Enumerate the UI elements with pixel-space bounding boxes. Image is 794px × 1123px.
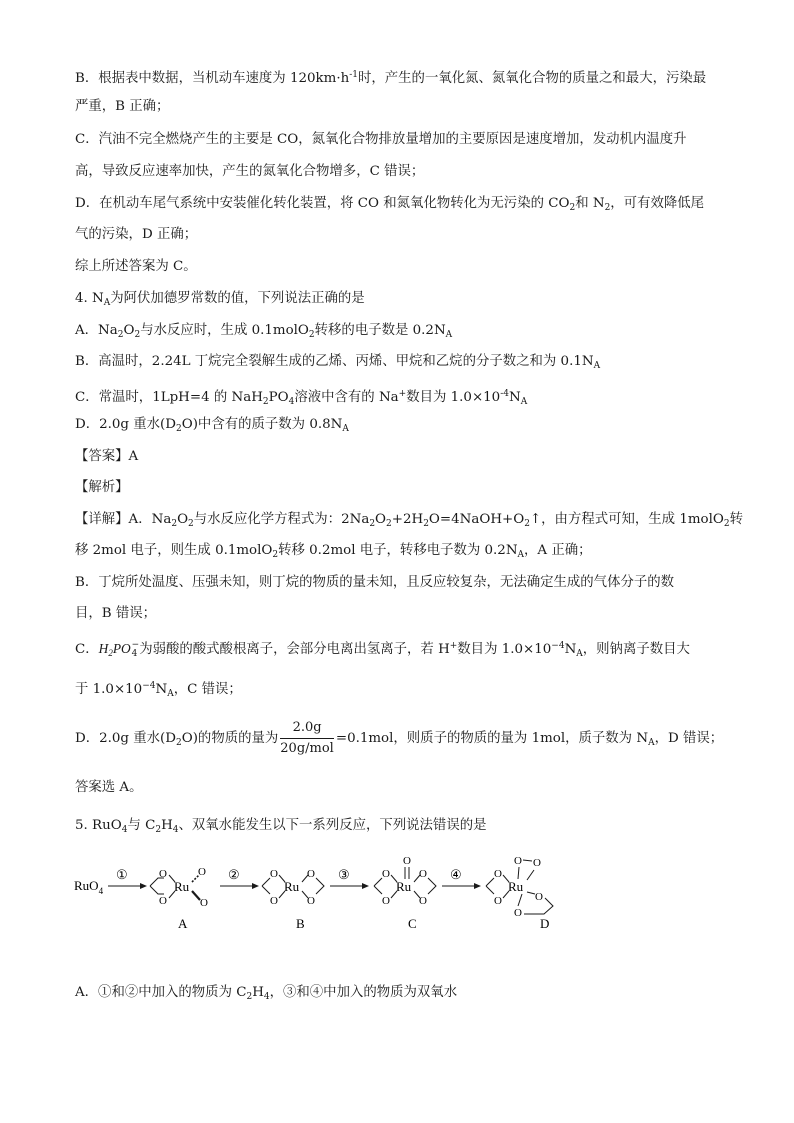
svg-text:O: O (494, 868, 502, 880)
ion-charge: − 4 (131, 639, 140, 659)
svg-text:O: O (307, 895, 315, 907)
q4-option-a: A．$Na_2O_2$与水反应时，生成 0.1molO$_2$转移的电子数是 $0.2N_A$ (75, 323, 453, 340)
svg-text:Ru: Ru (396, 879, 412, 894)
analysis-line-b2: 严重，B 正确； (75, 99, 170, 114)
step-2-label: ② (228, 867, 240, 882)
svg-text:O: O (159, 895, 167, 907)
analysis-line-d1: D．在机动车尾气系统中安装催化转化装置，将 CO 和氮氧化物转化为无污染的 $CO_2$和 $N_2$，可有效降低尾 (75, 196, 705, 213)
svg-text:Ru: Ru (284, 879, 300, 894)
analysis-line-c2: 高，导致反应速率加快，产生的氮氧化合物增多，C 错误； (75, 164, 425, 179)
svg-text:Ru: Ru (508, 879, 524, 894)
label-d: D (540, 916, 550, 931)
svg-text:O: O (198, 866, 206, 878)
label-c: C (408, 916, 417, 931)
svg-text:O: O (403, 855, 411, 867)
q4-explain-5: C．$H_2PO$ − 4 为弱酸的酸式酸根离子，会部分电离出氢离子，若 H+数目为 $1.0\times 10^{-4}N_A$，则钠离子数目大 (75, 639, 690, 659)
q4-explain-6: 于 $1.0\times 10^{-4}N_A$，C 错误； (75, 681, 242, 699)
q4-analysis-heading: 【解析】 (75, 480, 129, 495)
q5-option-a: A．①和②中加入的物质为 $C_2H_4$，③和④中加入的物质为双氧水 (75, 985, 458, 1002)
svg-text:O: O (382, 868, 390, 880)
svg-text:O: O (159, 868, 167, 880)
q4-option-b: B．高温时，2.24L 丁烷完全裂解生成的乙烯、丙烯、甲烷和乙烷的分子数之和为 $0.1N_A$ (75, 354, 601, 371)
step-4-label: ④ (450, 867, 462, 882)
svg-text:O: O (419, 868, 427, 880)
q4-explain-4: 目，B 错误； (75, 606, 157, 621)
compound-d (486, 855, 553, 931)
svg-text:Ru: Ru (174, 879, 190, 894)
q4-explain-3: B．丁烷所处温度、压强未知，则丁烷的物质的量未知，且反应较复杂，无法确定生成的气体分子的数 (75, 575, 675, 590)
svg-text:O: O (382, 895, 390, 907)
svg-text:O: O (307, 868, 315, 880)
svg-text:O: O (200, 897, 208, 909)
svg-text:O: O (514, 855, 522, 867)
q5-stem: 5. RuO$_4$与 $C_2H_4$、双氧水能发生以下一系列反应，下列说法错误的是 (75, 818, 487, 835)
fraction: $\frac{2.0g}{\text{20g/mol}}$ (280, 720, 334, 756)
step-1-label: ① (116, 867, 128, 882)
q4-explain-2: 移 2mol 电子，则生成 0.1molO$_2$转移 0.2mol 电子，转移电子数为 $0.2N_A$，A 正确； (75, 543, 592, 560)
q4-explain-1: 【详解】A．$Na_2O_2$与水反应化学方程式为：$2Na_2O_2+2H_2O=4NaOH+O_2↑$，由方程式可知，生成 1molO$_2$转 (75, 512, 743, 529)
svg-text:O: O (494, 895, 502, 907)
analysis-line-c1: C．汽油不完全燃烧产生的主要是 CO，氮氧化合物排放量增加的主要原因是速度增加，发动机内温度升 (75, 132, 687, 147)
svg-text:O: O (270, 895, 278, 907)
label-a: A (178, 916, 188, 931)
svg-text:O: O (514, 907, 522, 919)
analysis-summary: 综上所述答案为 C。 (75, 259, 197, 274)
q4-stem: 4. $N_A$为阿伏加德罗常数的值，下列说法正确的是 (75, 291, 365, 308)
ruo4-label: RuO$_4$ (74, 878, 104, 896)
compound-a (150, 866, 208, 931)
q4-final-answer: 答案选 A。 (75, 780, 143, 795)
svg-text:O: O (535, 891, 543, 903)
q4-explain-7: D．2.0g 重水$(D_2O)$的物质的量为 $\frac{2.0g}{\text{20g/mol}}$ =0.1mol，则质子的物质的量为 1mol，质子数为 $N_A$，D 错误； (75, 720, 724, 756)
q4-option-d: D．2.0g 重水$(D_2O)$中含有的质子数为 $0.8N_A$ (75, 417, 349, 434)
label-b: B (296, 916, 305, 931)
reaction-scheme (72, 848, 632, 938)
compound-b (262, 868, 324, 931)
svg-text:O: O (419, 895, 427, 907)
analysis-line-b1: B．根据表中数据，当机动车速度为 $120km\cdot h^{-1}$时，产生的一氧化氮、氮氧化合物的质量之和最大，污染最 (75, 70, 707, 86)
svg-text:O: O (270, 868, 278, 880)
q4-answer: 【答案】A (75, 449, 139, 464)
analysis-line-d2: 气的污染，D 正确； (75, 227, 198, 242)
compound-c (374, 855, 436, 931)
svg-text:O: O (533, 857, 541, 869)
step-3-label: ③ (338, 867, 350, 882)
q4-option-c: C．常温时，1LpH=4 的 $NaH_2PO_4$溶液中含有的 Na+数目为 $1.0\times 10^{-4}N_A$ (75, 389, 528, 407)
